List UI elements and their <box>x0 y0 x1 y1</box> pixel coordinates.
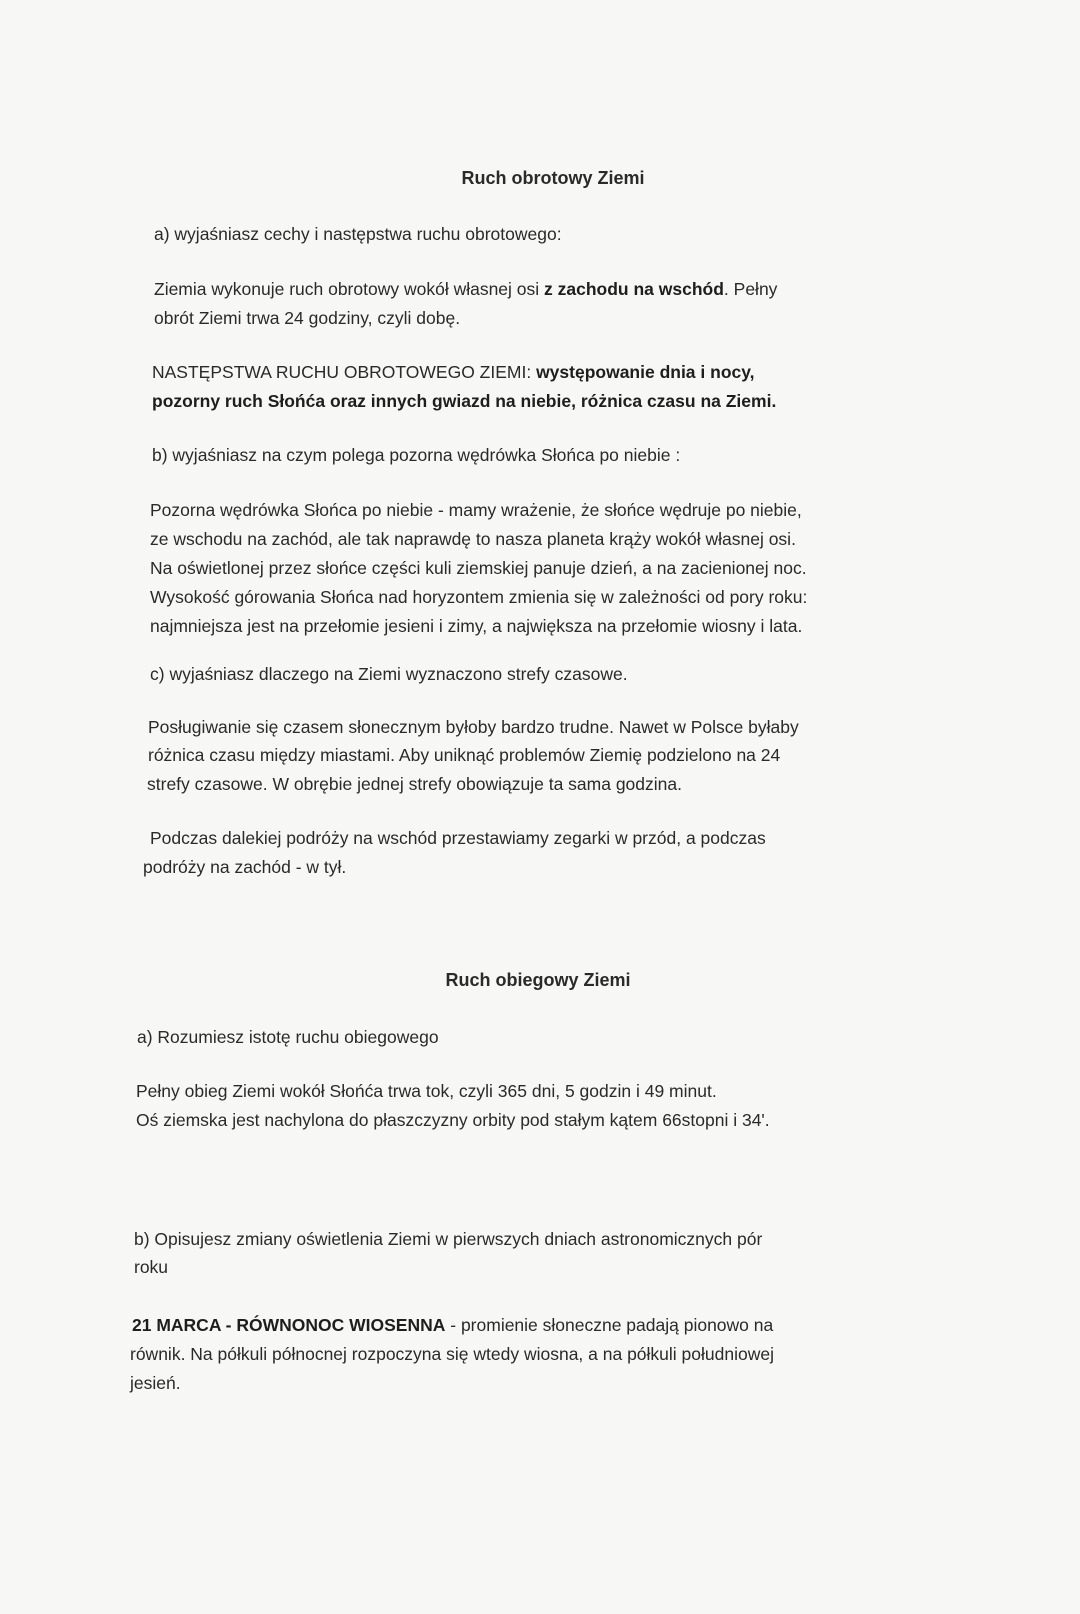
paragraph-line <box>132 1314 773 1336</box>
text: - promienie słoneczne padają pionowo na <box>445 1315 774 1335</box>
subheading: roku <box>134 1257 169 1277</box>
section-title: Ruch obrotowy Ziemi <box>461 168 645 188</box>
paragraph-line <box>154 278 777 300</box>
paragraph-line: równik. Na półkuli północnej rozpoczyna się wtedy wiosna, a na półkuli południowej <box>130 1344 774 1364</box>
subheading: a) wyjaśniasz cechy i następstwa ruchu obrotowego: <box>154 224 562 244</box>
bold-text: z zachodu na wschód <box>544 279 724 299</box>
subheading: b) Opisujesz zmiany oświetlenia Ziemi w pierwszych dniach astronomicznych pór <box>134 1229 763 1249</box>
text: . Pełny <box>723 279 778 299</box>
bold-text: występowanie dnia i nocy, <box>536 362 755 382</box>
paragraph-line: Oś ziemska jest nachylona do płaszczyzny orbity pod stałym kątem 66stopni i 34'. <box>136 1110 770 1130</box>
bold-text: 21 MARCA - RÓWNONOC WIOSENNA <box>132 1315 446 1335</box>
text: NASTĘPSTWA RUCHU OBROTOWEGO ZIEMI: <box>152 362 537 382</box>
paragraph-line: Podczas dalekiej podróży na wschód przestawiamy zegarki w przód, a podczas <box>150 828 766 848</box>
paragraph-line: podróży na zachód - w tył. <box>143 857 347 877</box>
paragraph-line: najmniejsza jest na przełomie jesieni i zimy, a największa na przełomie wiosny i lata. <box>150 616 803 636</box>
subheading: a) Rozumiesz istotę ruchu obiegowego <box>137 1027 439 1047</box>
subheading: c) wyjaśniasz dlaczego na Ziemi wyznaczono strefy czasowe. <box>150 664 628 684</box>
paragraph-line: jesień. <box>130 1373 181 1393</box>
paragraph-line: Na oświetlonej przez słońce części kuli ziemskiej panuje dzień, a na zacienionej noc. <box>150 558 807 578</box>
paragraph-line: Pełny obieg Ziemi wokół Słońća trwa tok, czyli 365 dni, 5 godzin i 49 minut. <box>136 1081 717 1101</box>
paragraph-line: ze wschodu na zachód, ale tak naprawdę to nasza planeta krąży wokół własnej osi. <box>150 529 796 549</box>
section-title: Ruch obiegowy Ziemi <box>445 970 631 990</box>
paragraph-line: różnica czasu między miastami. Aby uniknąć problemów Ziemię podzielono na 24 <box>148 745 781 765</box>
paragraph-line: pozorny ruch Słońća oraz innych gwiazd na niebie, różnica czasu na Ziemi. <box>152 391 777 411</box>
paragraph-line: Posługiwanie się czasem słonecznym byłoby bardzo trudne. Nawet w Polsce byłaby <box>148 717 799 737</box>
text: Ziemia wykonuje ruch obrotowy wokół własnej osi <box>154 279 545 299</box>
subheading: b) wyjaśniasz na czym polega pozorna wędrówka Słońca po niebie : <box>152 445 681 465</box>
paragraph-line: obrót Ziemi trwa 24 godziny, czyli dobę. <box>154 308 461 328</box>
paragraph-line <box>152 361 755 383</box>
paragraph-line: Wysokość górowania Słońca nad horyzontem zmienia się w zależności od pory roku: <box>150 587 808 607</box>
paragraph-line: Pozorna wędrówka Słońca po niebie - mamy wrażenie, że słońce wędruje po niebie, <box>150 500 802 520</box>
paragraph-line: strefy czasowe. W obrębie jednej strefy obowiązuje ta sama godzina. <box>147 774 682 794</box>
